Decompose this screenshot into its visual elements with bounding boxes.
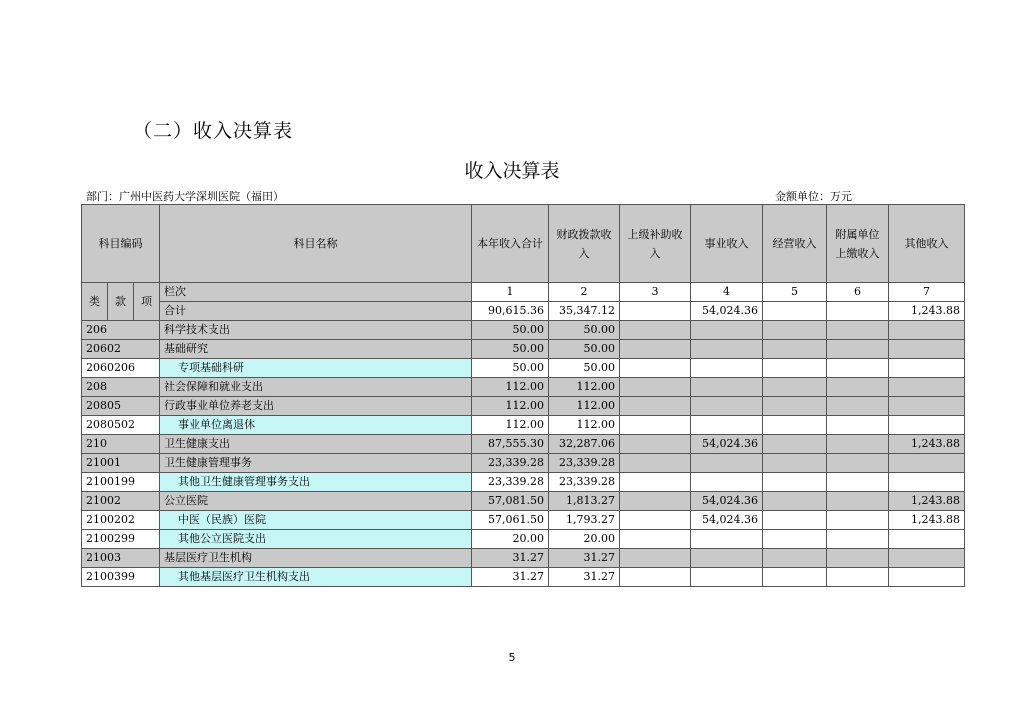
row-c1: 87,555.30: [472, 435, 549, 454]
row-c7: [889, 416, 965, 435]
row-c7: [889, 454, 965, 473]
row-c2: 23,339.28: [549, 473, 620, 492]
row-c2: 20.00: [549, 530, 620, 549]
row-code: 20805: [82, 397, 160, 416]
row-c1: 112.00: [472, 378, 549, 397]
header-xiang: 项: [134, 283, 160, 321]
row-c4: 54,024.36: [691, 511, 763, 530]
row-code: 21001: [82, 454, 160, 473]
row-c5: [763, 397, 827, 416]
row-c1: 112.00: [472, 397, 549, 416]
row-c6: [827, 473, 889, 492]
row-name: 基础研究: [160, 340, 472, 359]
row-c2: 31.27: [549, 568, 620, 587]
row-c7: [889, 321, 965, 340]
row-c1: 50.00: [472, 359, 549, 378]
table-row: [82, 511, 965, 530]
header-col3: 上级补助收入: [620, 205, 691, 283]
row-code: 2100202: [82, 511, 160, 530]
row-c3: [620, 416, 691, 435]
row-c6: [827, 359, 889, 378]
total-c3: [620, 302, 691, 321]
header-col1: 本年收入合计: [472, 205, 549, 283]
section-title: （二）收入决算表: [133, 120, 294, 142]
row-c3: [620, 549, 691, 568]
row-c7: [889, 340, 965, 359]
row-c1: 50.00: [472, 340, 549, 359]
row-c3: [620, 454, 691, 473]
row-c5: [763, 492, 827, 511]
row-c4: [691, 473, 763, 492]
row-c7: [889, 397, 965, 416]
row-c6: [827, 397, 889, 416]
row-c4: [691, 530, 763, 549]
header-col7: 其他收入: [889, 205, 965, 283]
row-name: 公立医院: [160, 492, 472, 511]
row-c4: [691, 359, 763, 378]
row-c3: [620, 473, 691, 492]
header-name: 科目名称: [160, 205, 472, 283]
row-name: 社会保障和就业支出: [160, 378, 472, 397]
header-lei: 类: [82, 283, 108, 321]
table-row: [82, 568, 965, 587]
header-kuan: 款: [108, 283, 134, 321]
col-number-4: 4: [691, 283, 763, 302]
table-row: [82, 397, 965, 416]
col-number-3: 3: [620, 283, 691, 302]
header-col4: 事业收入: [691, 205, 763, 283]
row-code: 2100299: [82, 530, 160, 549]
total-c6: [827, 302, 889, 321]
row-c2: 112.00: [549, 397, 620, 416]
row-c6: [827, 492, 889, 511]
row-c4: [691, 321, 763, 340]
header-col5: 经营收入: [763, 205, 827, 283]
row-c4: [691, 454, 763, 473]
row-c1: 31.27: [472, 549, 549, 568]
row-c6: [827, 340, 889, 359]
table-row: [82, 340, 965, 359]
total-c1: 90,615.36: [472, 302, 549, 321]
row-c4: 54,024.36: [691, 435, 763, 454]
row-name: 科学技术支出: [160, 321, 472, 340]
row-c5: [763, 340, 827, 359]
row-c4: [691, 397, 763, 416]
row-c5: [763, 378, 827, 397]
row-code: 206: [82, 321, 160, 340]
row-c4: [691, 378, 763, 397]
row-c3: [620, 378, 691, 397]
row-c2: 1,793.27: [549, 511, 620, 530]
row-c2: 112.00: [549, 378, 620, 397]
row-c3: [620, 568, 691, 587]
row-c7: [889, 549, 965, 568]
row-c1: 112.00: [472, 416, 549, 435]
row-c4: 54,024.36: [691, 492, 763, 511]
row-c1: 50.00: [472, 321, 549, 340]
row-code: 2100199: [82, 473, 160, 492]
row-code: 21003: [82, 549, 160, 568]
row-c5: [763, 435, 827, 454]
row-name: 其他卫生健康管理事务支出: [160, 473, 472, 492]
row-c2: 1,813.27: [549, 492, 620, 511]
row-c7: [889, 473, 965, 492]
row-c4: [691, 416, 763, 435]
row-c2: 23,339.28: [549, 454, 620, 473]
table-row: [82, 492, 965, 511]
row-c3: [620, 359, 691, 378]
row-name: 其他基层医疗卫生机构支出: [160, 568, 472, 587]
row-c1: 57,081.50: [472, 492, 549, 511]
row-c7: [889, 378, 965, 397]
row-c1: 20.00: [472, 530, 549, 549]
row-code: 208: [82, 378, 160, 397]
total-row: [82, 302, 965, 321]
header-col2: 财政拨款收入: [549, 205, 620, 283]
row-c6: [827, 435, 889, 454]
row-c3: [620, 530, 691, 549]
row-c7: [889, 359, 965, 378]
row-c6: [827, 549, 889, 568]
page-number: 5: [508, 651, 516, 664]
total-c4: 54,024.36: [691, 302, 763, 321]
row-name: 卫生健康支出: [160, 435, 472, 454]
row-c1: 31.27: [472, 568, 549, 587]
row-c4: [691, 340, 763, 359]
table-row: [82, 435, 965, 454]
row-c2: 32,287.06: [549, 435, 620, 454]
row-c5: [763, 511, 827, 530]
col-number-2: 2: [549, 283, 620, 302]
row-c6: [827, 416, 889, 435]
row-c6: [827, 530, 889, 549]
row-c2: 112.00: [549, 416, 620, 435]
row-name: 中医（民族）医院: [160, 511, 472, 530]
row-c7: 1,243.88: [889, 511, 965, 530]
row-c5: [763, 568, 827, 587]
row-code: 2080502: [82, 416, 160, 435]
row-c5: [763, 321, 827, 340]
row-c6: [827, 511, 889, 530]
total-c7: 1,243.88: [889, 302, 965, 321]
table-row: [82, 530, 965, 549]
row-c2: 50.00: [549, 359, 620, 378]
row-c6: [827, 378, 889, 397]
row-c7: 1,243.88: [889, 435, 965, 454]
row-c3: [620, 511, 691, 530]
row-name: 卫生健康管理事务: [160, 454, 472, 473]
table-row: [82, 359, 965, 378]
row-code: 21002: [82, 492, 160, 511]
row-c4: [691, 549, 763, 568]
row-name: 专项基础科研: [160, 359, 472, 378]
row-code: 2060206: [82, 359, 160, 378]
row-c1: 23,339.28: [472, 454, 549, 473]
col-number-1: 1: [472, 283, 549, 302]
row-c7: 1,243.88: [889, 492, 965, 511]
row-name: 其他公立医院支出: [160, 530, 472, 549]
row-c5: [763, 549, 827, 568]
row-c3: [620, 397, 691, 416]
row-c2: 31.27: [549, 549, 620, 568]
row-c3: [620, 340, 691, 359]
table-row: [82, 473, 965, 492]
table-row: [82, 378, 965, 397]
row-c5: [763, 530, 827, 549]
total-c5: [763, 302, 827, 321]
table-title: 收入决算表: [464, 160, 560, 182]
table-row: [82, 321, 965, 340]
header-col6: 附属单位上缴收入: [827, 205, 889, 283]
department-label: 部门：广州中医药大学深圳医院（福田）: [86, 190, 284, 203]
row-c3: [620, 321, 691, 340]
row-c7: [889, 530, 965, 549]
row-c5: [763, 359, 827, 378]
total-c2: 35,347.12: [549, 302, 620, 321]
row-c2: 50.00: [549, 321, 620, 340]
row-name: 事业单位离退休: [160, 416, 472, 435]
row-c5: [763, 416, 827, 435]
lanci-row: [82, 283, 965, 302]
row-c1: 23,339.28: [472, 473, 549, 492]
col-number-5: 5: [763, 283, 827, 302]
row-c6: [827, 454, 889, 473]
row-c6: [827, 568, 889, 587]
table-row: [82, 454, 965, 473]
total-label: 合计: [160, 302, 472, 321]
row-c1: 57,061.50: [472, 511, 549, 530]
header-row: [82, 205, 965, 283]
row-c2: 50.00: [549, 340, 620, 359]
table-row: [82, 549, 965, 568]
row-c7: [889, 568, 965, 587]
table-row: [82, 416, 965, 435]
unit-label: 金额单位：万元: [775, 190, 852, 203]
row-name: 基层医疗卫生机构: [160, 549, 472, 568]
row-code: 20602: [82, 340, 160, 359]
col-number-6: 6: [827, 283, 889, 302]
row-c5: [763, 473, 827, 492]
row-c6: [827, 321, 889, 340]
row-c5: [763, 454, 827, 473]
header-code: 科目编码: [82, 205, 160, 283]
income-table: [81, 204, 965, 587]
row-c3: [620, 435, 691, 454]
row-code: 210: [82, 435, 160, 454]
col-number-7: 7: [889, 283, 965, 302]
lanci-label: 栏次: [160, 283, 472, 302]
row-name: 行政事业单位养老支出: [160, 397, 472, 416]
row-c3: [620, 492, 691, 511]
row-code: 2100399: [82, 568, 160, 587]
row-c4: [691, 568, 763, 587]
